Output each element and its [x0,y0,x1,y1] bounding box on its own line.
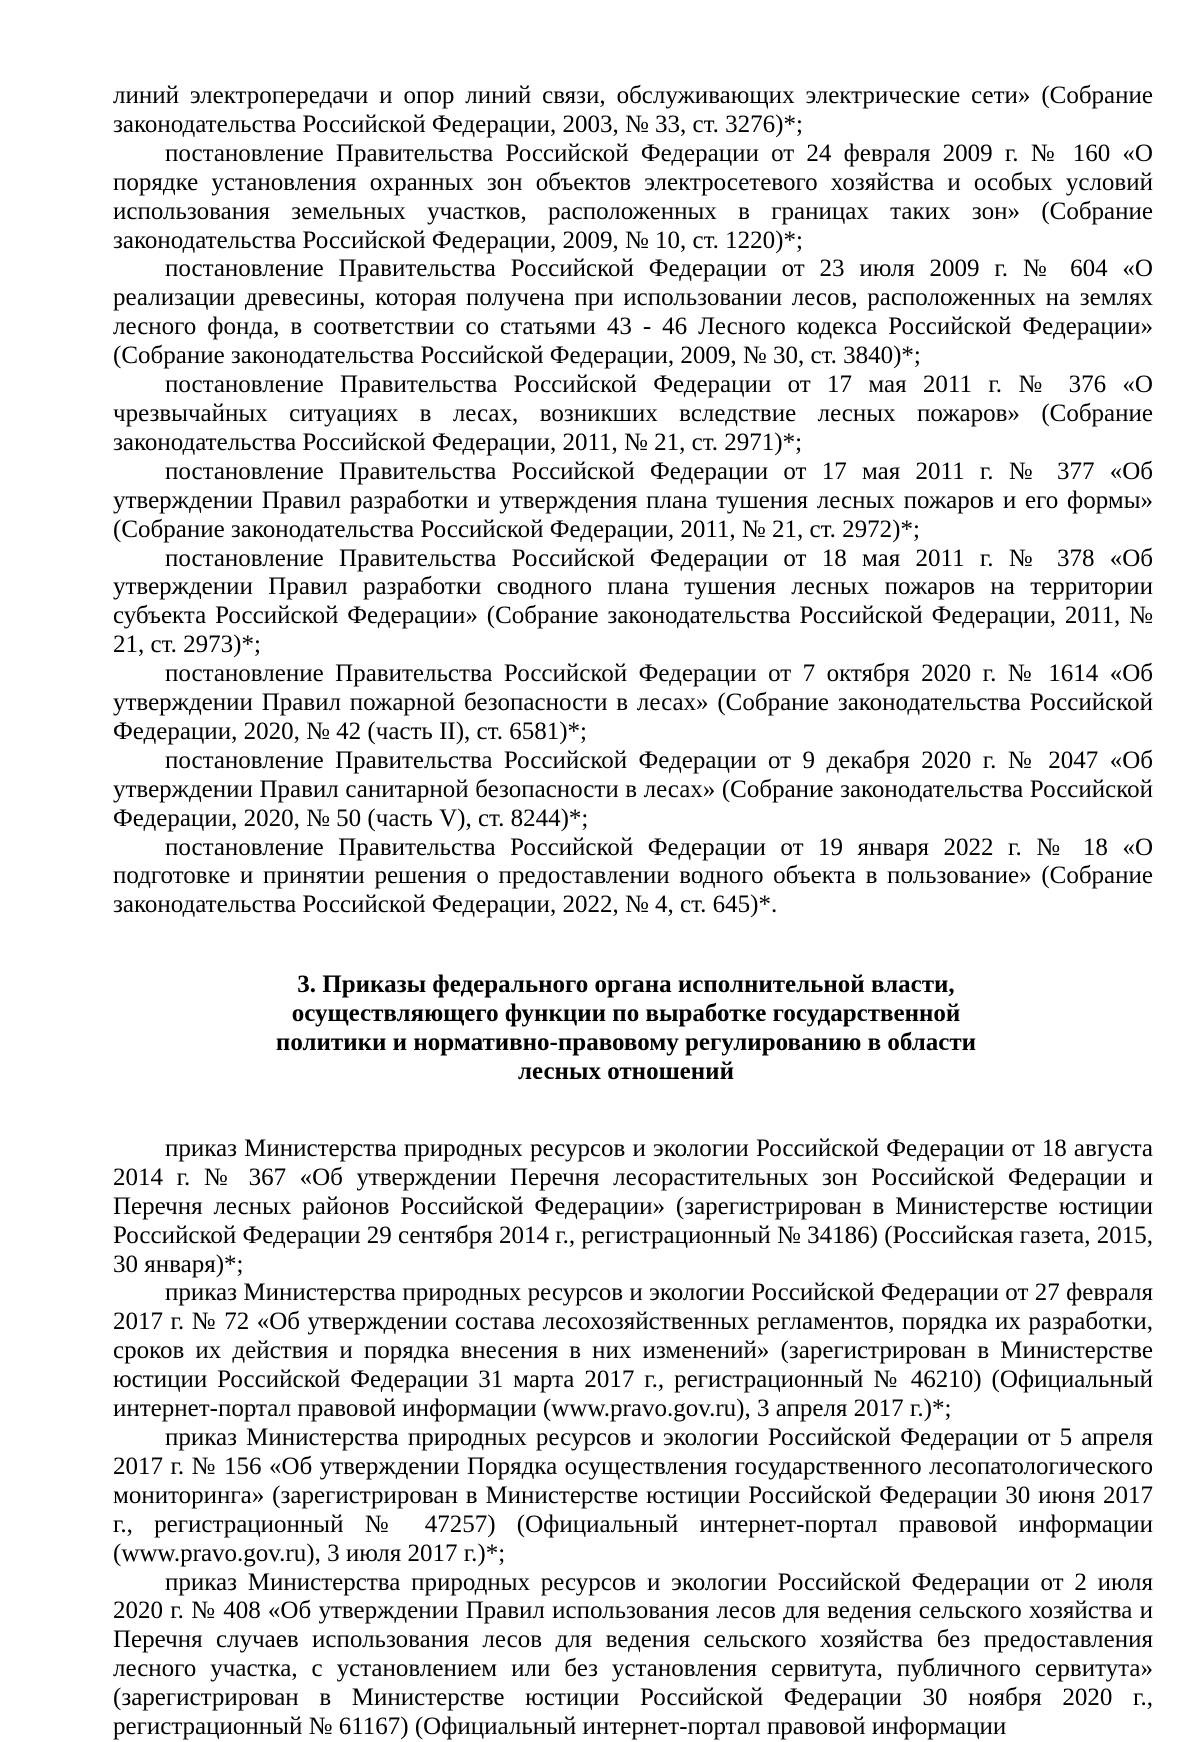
order-paragraph: приказ Министерства природных ресурсов и экологии Российской Федерации от 18 августа 2014 г. № 367 «Об утверждении Перечня лесорастительных зон Российской Федерации и Перечня лесных районов Российской Федерации» (зарегистрирован в Министерстве юстиции Российской Федерации 29 сентября 2014 г., регистрационный № 34186) (Российская газета, 2015, 30 января)*; [113,1134,1153,1278]
decree-paragraph: постановление Правительства Российской Федерации от 23 июля 2009 г. № 604 «О реализации древесины, которая получена при использовании лесов, расположенных на землях лесного фонда, в соответствии со статьями 43 - 46 Лесного кодекса Российской Федерации» (Собрание законодательства Российской Федерации, 2009, № 30, ст. 3840)*; [113,255,1153,370]
decree-paragraph: постановление Правительства Российской Федерации от 24 февраля 2009 г. № 160 «О порядке установления охранных зон объектов электросетевого хозяйства и особых условий использования земельных участков, расположенных в границах таких зон» (Собрание законодательства Российской Федерации, 2009, № 10, ст. 1220)*; [113,139,1153,254]
order-paragraph: приказ Министерства природных ресурсов и экологии Российской Федерации от 27 февраля 2017 г. № 72 «Об утверждении состава лесохозяйственных регламентов, порядка их разработки, сроков их действия и порядка внесения в них изменений» (зарегистрирован в Министерстве юстиции Российской Федерации 31 марта 2017 г., регистрационный № 46210) (Официальный интернет-портал правовой информации (www.pravo.gov.ru), 3 апреля 2017 г.)*; [113,1279,1153,1423]
decree-paragraph: постановление Правительства Российской Федерации от 7 октября 2020 г. № 1614 «Об утверждении Правил пожарной безопасности в лесах» (Собрание законодательства Российской Федерации, 2020, № 42 (часть II), ст. 6581)*; [113,660,1153,745]
decree-paragraph: постановление Правительства Российской Федерации от 9 декабря 2020 г. № 2047 «Об утверждении Правил санитарной безопасности в лесах» (Собрание законодательства Российской Федерации, 2020, № 50 (часть V), ст. 8244)*; [113,746,1153,832]
order-paragraph: приказ Министерства природных ресурсов и экологии Российской Федерации от 2 июля 2020 г. № 408 «Об утверждении Правил использования лесов для ведения сельского хозяйства и Перечня случаев использования лесов для ведения сельского хозяйства без предоставления лесного участка, с установлением или без установления сервитута, публичного сервитута» (зарегистрирован в Министерстве юстиции Российской Федерации 30 ноября 2020 г., регистрационный № 61167) (Официальный интернет-портал правовой информации [113,1568,1153,1741]
section-heading-line: лесных отношений [518,1058,734,1085]
decree-paragraph: постановление Правительства Российской Федерации от 19 января 2022 г. № 18 «О подготовке и принятии решения о предоставлении водного объекта в пользование» (Собрание законодательства Российской Федерации, 2022, № 4, ст. 645)*. [113,833,1153,919]
decree-paragraph: постановление Правительства Российской Федерации от 17 мая 2011 г. № 376 «О чрезвычайных ситуациях в лесах, возникших вследствие лесных пожаров» (Собрание законодательства Российской Федерации, 2011, № 21, ст. 2971)*; [113,371,1153,456]
section-heading-line: осуществляющего функции по выработке государственной [291,1000,961,1028]
section-heading-line: 3. Приказы федерального органа исполнительной власти, [297,971,955,999]
section-heading-line: политики и нормативно-правовому регулированию в области [275,1029,977,1057]
continuation-paragraph: линий электропередачи и опор линий связи, обслуживающих электрические сети» (Собрание законодательства Российской Федерации, 2003, № 33, ст. 3276)*; [113,82,1153,138]
decree-paragraph: постановление Правительства Российской Федерации от 17 мая 2011 г. № 377 «Об утверждении Правил разработки и утверждения плана тушения лесных пожаров и его формы» (Собрание законодательства Российской Федерации, 2011, № 21, ст. 2972)*; [113,457,1153,543]
order-paragraph: приказ Министерства природных ресурсов и экологии Российской Федерации от 5 апреля 2017 г. № 156 «Об утверждении Порядка осуществления государственного лесопатологического мониторинга» (зарегистрирован в Министерстве юстиции Российской Федерации 30 июня 2017 г., регистрационный № 47257) (Официальный интернет-портал правовой информации (www.pravo.gov.ru), 3 июля 2017 г.)*; [113,1423,1153,1567]
section-heading [113,971,1153,1087]
decree-paragraph: постановление Правительства Российской Федерации от 18 мая 2011 г. № 378 «Об утверждении Правил разработки сводного плана тушения лесных пожаров на территории субъекта Российской Федерации» (Собрание законодательства Российской Федерации, 2011, № 21, ст. 2973)*; [113,544,1153,659]
